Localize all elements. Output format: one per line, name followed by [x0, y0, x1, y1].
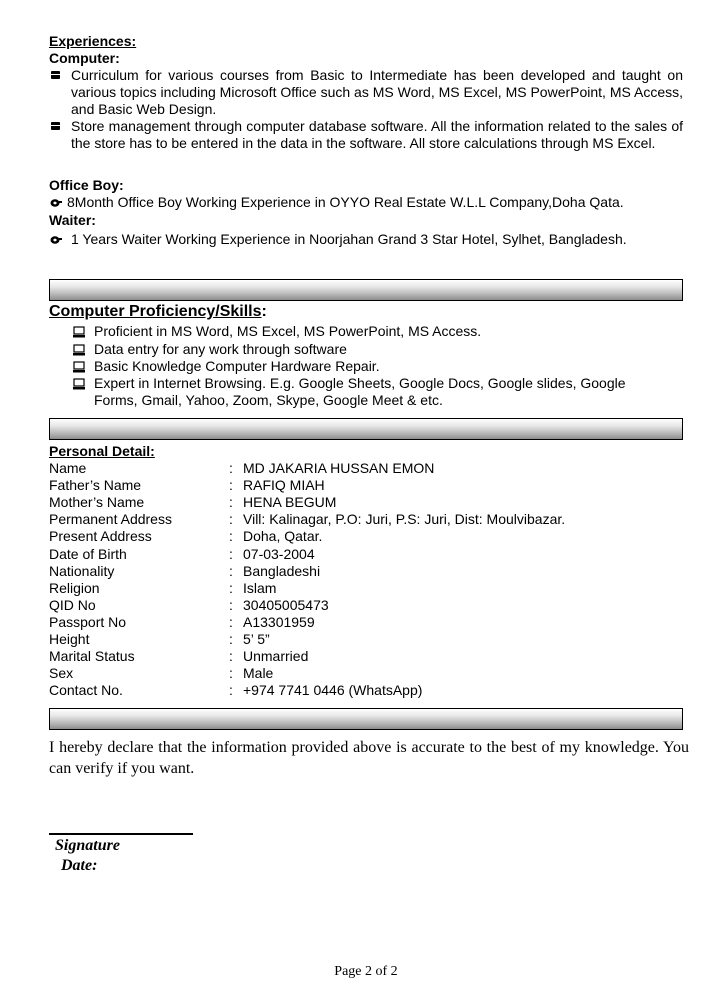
computer-icon	[73, 375, 87, 392]
detail-value: A13301959	[243, 613, 315, 630]
detail-value: MD JAKARIA HUSSAN EMON	[243, 460, 435, 476]
detail-label: Passport No	[49, 613, 127, 630]
table-row	[49, 494, 689, 511]
detail-label: Present Address	[49, 528, 152, 545]
skills-heading-colon: :	[261, 303, 267, 320]
detail-label: Mother’s Name	[49, 494, 145, 511]
section-divider-bar	[49, 279, 683, 301]
detail-separator: :	[229, 477, 233, 494]
detail-value: Doha, Qatar.	[243, 528, 323, 545]
table-row	[49, 665, 689, 682]
detail-separator: :	[229, 528, 233, 545]
computer-icon	[73, 341, 87, 358]
skills-heading-text: Computer Proficiency/Skills	[49, 303, 262, 320]
signature-line	[49, 833, 193, 835]
skill-item: Proficient in MS Word, MS Excel, MS PowerPoint, MS Access.	[94, 323, 482, 339]
personal-detail-heading: Personal Detail:	[49, 443, 155, 459]
detail-separator: :	[229, 631, 233, 647]
detail-label: QID No	[49, 596, 96, 613]
experience-waiter: 1 Years Waiter Working Experience in Noorjahan Grand 3 Star Hotel, Sylhet, Bangladesh.	[71, 231, 627, 247]
detail-label: Name	[49, 460, 87, 476]
detail-value: Vill: Kalinagar, P.O: Juri, P.S: Juri, Dist: Moulvibazar.	[243, 511, 566, 528]
detail-separator: :	[229, 494, 233, 511]
table-row	[49, 682, 689, 699]
detail-label: Marital Status	[49, 648, 135, 665]
skill-item: Expert in Internet Browsing. E.g. Google Sheets, Google Docs, Google slides, Google Forms, Gmail, Yahoo, Zoom, Skype, Google Meet & etc.	[94, 375, 626, 408]
signature-label: Signature	[55, 837, 120, 854]
detail-value: 07-03-2004	[243, 545, 315, 562]
skill-item: Data entry for any work through software	[94, 341, 347, 357]
detail-separator: :	[229, 665, 233, 682]
detail-label: Contact No.	[49, 682, 123, 699]
detail-value: +974 7741 0446 (WhatsApp)	[243, 682, 423, 699]
waiter-subheading: Waiter:	[49, 212, 96, 228]
detail-label: Father’s Name	[49, 477, 142, 494]
page-number: Page 2 of 2	[334, 964, 398, 979]
detail-separator: :	[229, 579, 233, 596]
detail-label: Date of Birth	[49, 545, 127, 562]
experience-computer-1: Curriculum for various courses from Basic to Intermediate has been developed and taught on various topics including Microsoft Office such as MS Word, MS Excel, MS PowerPoint, MS Access, and Basic Web Design.	[71, 67, 683, 117]
computer-icon	[73, 358, 87, 375]
table-row	[49, 477, 689, 494]
table-row	[49, 563, 689, 580]
table-row	[49, 648, 689, 665]
experience-computer-2: Store management through computer database software. All the information related to the sales of the store has to be entered in the data in the software. All store calculations through MS Excel.	[71, 118, 683, 151]
table-row	[49, 631, 689, 648]
section-divider-bar	[49, 418, 683, 440]
detail-label: Height	[49, 631, 90, 647]
table-row	[49, 528, 689, 545]
detail-value: Male	[243, 665, 274, 682]
table-row	[49, 614, 689, 631]
detail-separator: :	[229, 562, 233, 579]
detail-value: Bangladeshi	[243, 562, 321, 579]
date-label: Date:	[61, 857, 98, 874]
declaration-text: I hereby declare that the information provided above is accurate to the best of my knowledge. You can verify if you want.	[49, 739, 689, 777]
computer-icon	[73, 323, 87, 340]
detail-label: Nationality	[49, 562, 115, 579]
detail-separator: :	[229, 596, 233, 613]
detail-value: 5’ 5”	[243, 631, 270, 647]
detail-separator: :	[229, 511, 233, 528]
skill-item: Basic Knowledge Computer Hardware Repair.	[94, 358, 380, 374]
detail-value: Islam	[243, 579, 277, 596]
square-bullet-icon	[49, 67, 63, 84]
detail-value: 30405005473	[243, 596, 329, 613]
detail-separator: :	[229, 545, 233, 562]
experiences-heading: Experiences:	[49, 33, 137, 49]
table-row	[49, 460, 689, 477]
square-bullet-icon	[49, 118, 63, 135]
section-divider-bar	[49, 708, 683, 730]
detail-label: Permanent Address	[49, 511, 172, 528]
skills-heading	[49, 303, 267, 321]
table-row	[49, 580, 689, 597]
experience-office-boy: 8Month Office Boy Working Experience in OYYO Real Estate W.L.L Company,Doha Qata.	[67, 194, 624, 210]
cup-bullet-icon	[49, 231, 63, 248]
table-row	[49, 597, 689, 614]
detail-value: RAFIQ MIAH	[243, 477, 325, 494]
office-boy-subheading: Office Boy:	[49, 177, 124, 193]
detail-value: Unmarried	[243, 648, 309, 665]
detail-separator: :	[229, 682, 233, 699]
detail-separator: :	[229, 648, 233, 665]
detail-separator: :	[229, 613, 233, 630]
detail-label: Religion	[49, 579, 100, 596]
detail-separator: :	[229, 460, 233, 476]
detail-value: HENA BEGUM	[243, 494, 337, 511]
computer-subheading: Computer:	[49, 50, 120, 66]
table-row	[49, 546, 689, 563]
table-row	[49, 511, 689, 528]
cup-bullet-icon	[49, 194, 63, 211]
detail-label: Sex	[49, 665, 74, 682]
